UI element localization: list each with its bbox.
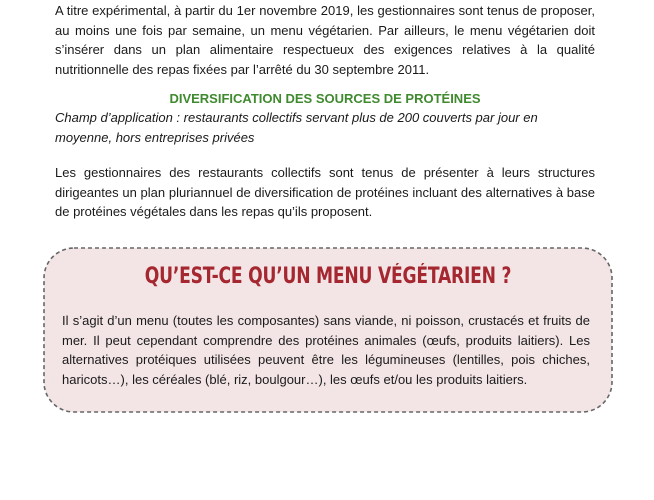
intro-paragraph: A titre expérimental, à partir du 1er novembre 2019, les gestionnaires sont tenus de proposer, au moins une fois par semaine, un menu végétarien. Par ailleurs, le menu végétarien doit s’insérer dans un plan alimentaire respectueux des exigences relatives à la qualité nutritionnelle des repas fixées par l’arrêté du 30 septembre 2011. (55, 3, 595, 77)
callout-text: Il s’agit d’un menu (toutes les composantes) sans viande, ni poisson, crustacés et fruits de mer. Il peut cependant comprendre des protéines animales (œufs, produits laitiers). Les alternatives protéiques utilisées peuvent être les légumineuses (lentilles, pois chiches, haricots…), les céréales (blé, riz, boulgour…), les œufs et/ou les produits laitiers. (62, 313, 590, 387)
scope-note: Champ d’application : restaurants collectifs servant plus de 200 couverts par jour en moyenne, hors entreprises privées (55, 110, 538, 145)
callout-title: QU’EST-CE QU’UN MENU VÉGÉTARIEN ? (144, 264, 512, 289)
diversification-paragraph: Les gestionnaires des restaurants collectifs sont tenus de présenter à leurs structures dirigeantes un plan pluriannuel de diversification de protéines incluant des alternatives à base de protéines végétales dans les repas qu’ils proposent. (55, 165, 595, 219)
vegetarian-menu-callout (38, 242, 618, 418)
section-title: DIVERSIFICATION DES SOURCES DE PROTÉINES (169, 91, 481, 106)
